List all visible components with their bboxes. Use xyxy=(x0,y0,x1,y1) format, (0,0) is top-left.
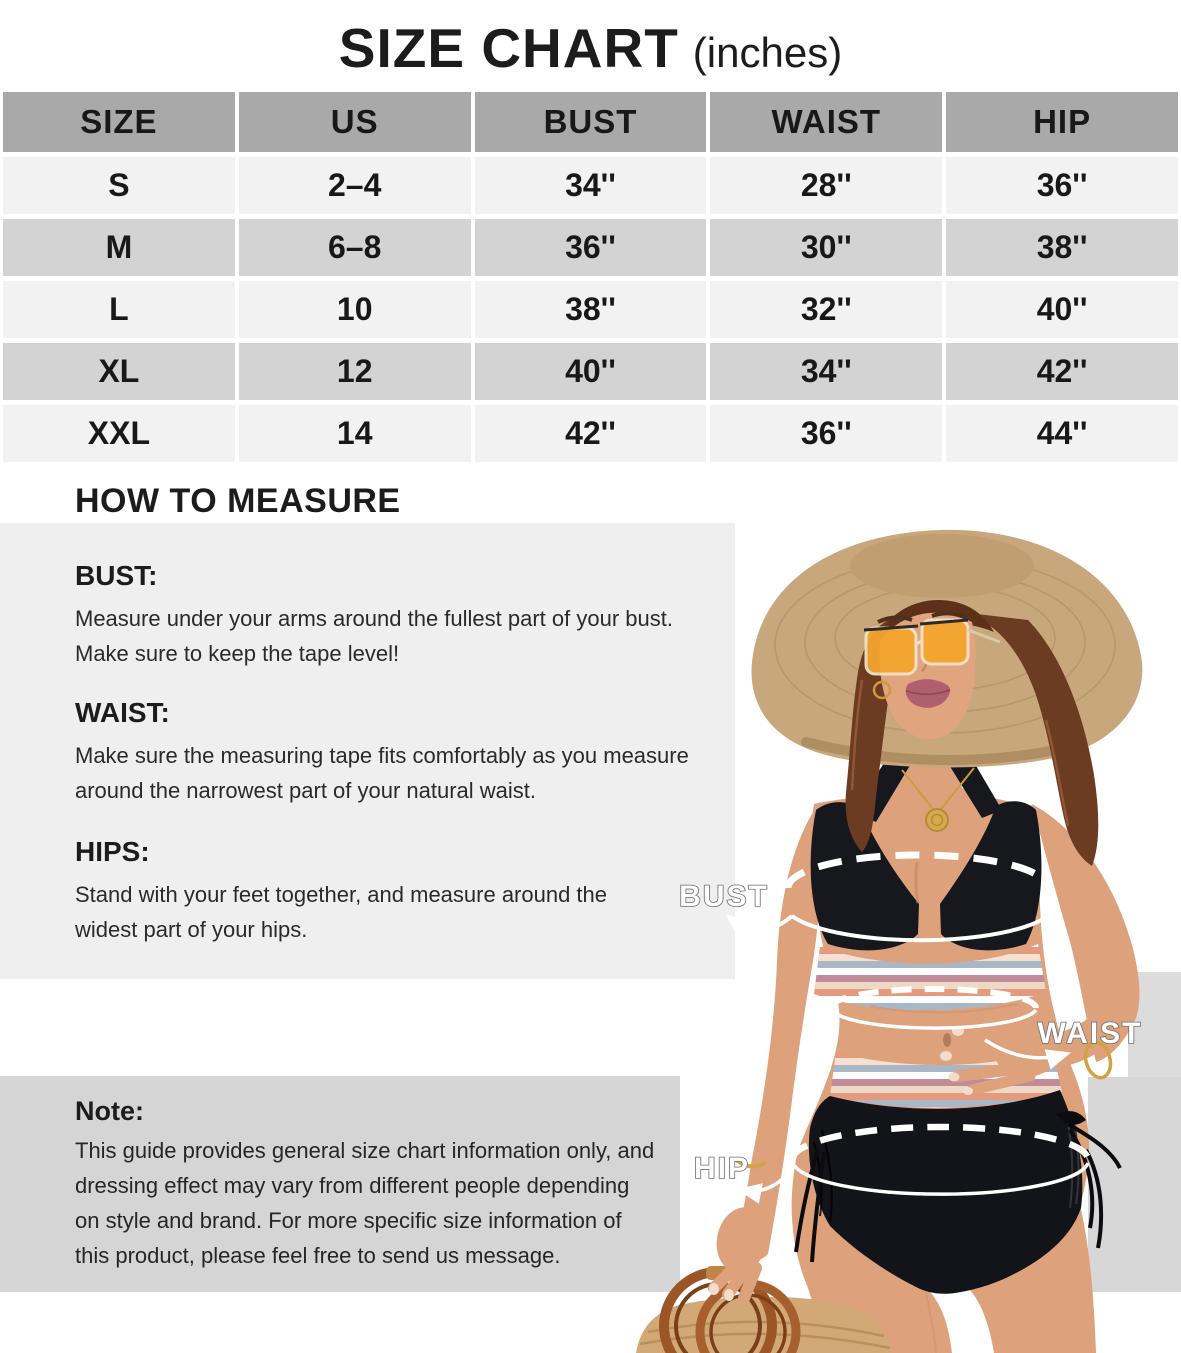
note-line: This guide provides general size chart information only, and xyxy=(75,1138,655,1163)
col-header-hip: HIP xyxy=(946,92,1178,152)
cell-us: 6–8 xyxy=(239,219,471,276)
cell-bust: 34'' xyxy=(475,157,707,214)
cell-hip: 42'' xyxy=(946,343,1178,400)
note-line: on style and brand. For more specific size information of xyxy=(75,1208,622,1233)
cell-bust: 40'' xyxy=(475,343,707,400)
section-line: Measure under your arms around the fullest part of your bust. xyxy=(75,606,673,631)
cell-size: L xyxy=(3,281,235,338)
cell-us: 2–4 xyxy=(239,157,471,214)
cell-waist: 32'' xyxy=(710,281,942,338)
measure-section-waist xyxy=(75,697,689,808)
waist-label: WAIST xyxy=(1037,1017,1143,1050)
how-to-measure-heading: HOW TO MEASURE xyxy=(75,482,401,520)
cell-bust: 42'' xyxy=(475,405,707,462)
hip-label: HIP xyxy=(693,1152,751,1185)
note-text xyxy=(75,1133,654,1273)
cell-hip: 36'' xyxy=(946,157,1178,214)
section-line: Make sure to keep the tape level! xyxy=(75,641,400,666)
cell-size: S xyxy=(3,157,235,214)
page-title-main: SIZE CHART xyxy=(338,17,679,79)
cell-us: 10 xyxy=(239,281,471,338)
cell-waist: 28'' xyxy=(710,157,942,214)
col-header-bust: BUST xyxy=(475,92,707,152)
measure-section-bust xyxy=(75,560,673,671)
cell-waist: 30'' xyxy=(710,219,942,276)
section-line: Stand with your feet together, and measure around the xyxy=(75,882,608,907)
cell-waist: 36'' xyxy=(710,405,942,462)
wall-shadow xyxy=(1088,1077,1181,1292)
cell-size: XL xyxy=(3,343,235,400)
section-label: HIPS: xyxy=(75,836,150,867)
section-label: BUST: xyxy=(75,560,158,591)
section-line: around the narrowest part of your natural waist. xyxy=(75,778,537,803)
note-line: this product, please feel free to send us message. xyxy=(75,1243,561,1268)
col-header-us: US xyxy=(239,92,471,152)
cell-hip: 44'' xyxy=(946,405,1178,462)
cell-hip: 38'' xyxy=(946,219,1178,276)
cell-waist: 34'' xyxy=(710,343,942,400)
cell-hip: 40'' xyxy=(946,281,1178,338)
size-table xyxy=(3,92,1178,462)
section-line: Make sure the measuring tape fits comfortably as you measure xyxy=(75,743,689,768)
section-line: widest part of your hips. xyxy=(75,917,308,942)
note-line: dressing effect may vary from different people depending xyxy=(75,1173,630,1198)
page-title-unit: (inches) xyxy=(692,29,843,76)
cell-size: M xyxy=(3,219,235,276)
note-label: Note: xyxy=(75,1096,144,1126)
col-header-waist: WAIST xyxy=(710,92,942,152)
cell-us: 14 xyxy=(239,405,471,462)
cell-bust: 36'' xyxy=(475,219,707,276)
cell-us: 12 xyxy=(239,343,471,400)
cell-bust: 38'' xyxy=(475,281,707,338)
navel xyxy=(943,1033,951,1047)
cell-size: XXL xyxy=(3,405,235,462)
model-photo xyxy=(601,515,1181,1353)
section-label: WAIST: xyxy=(75,697,170,728)
bust-label: BUST xyxy=(679,880,769,913)
page-title xyxy=(0,16,1181,80)
col-header-size: SIZE xyxy=(3,92,235,152)
measure-section-hips xyxy=(75,836,607,947)
